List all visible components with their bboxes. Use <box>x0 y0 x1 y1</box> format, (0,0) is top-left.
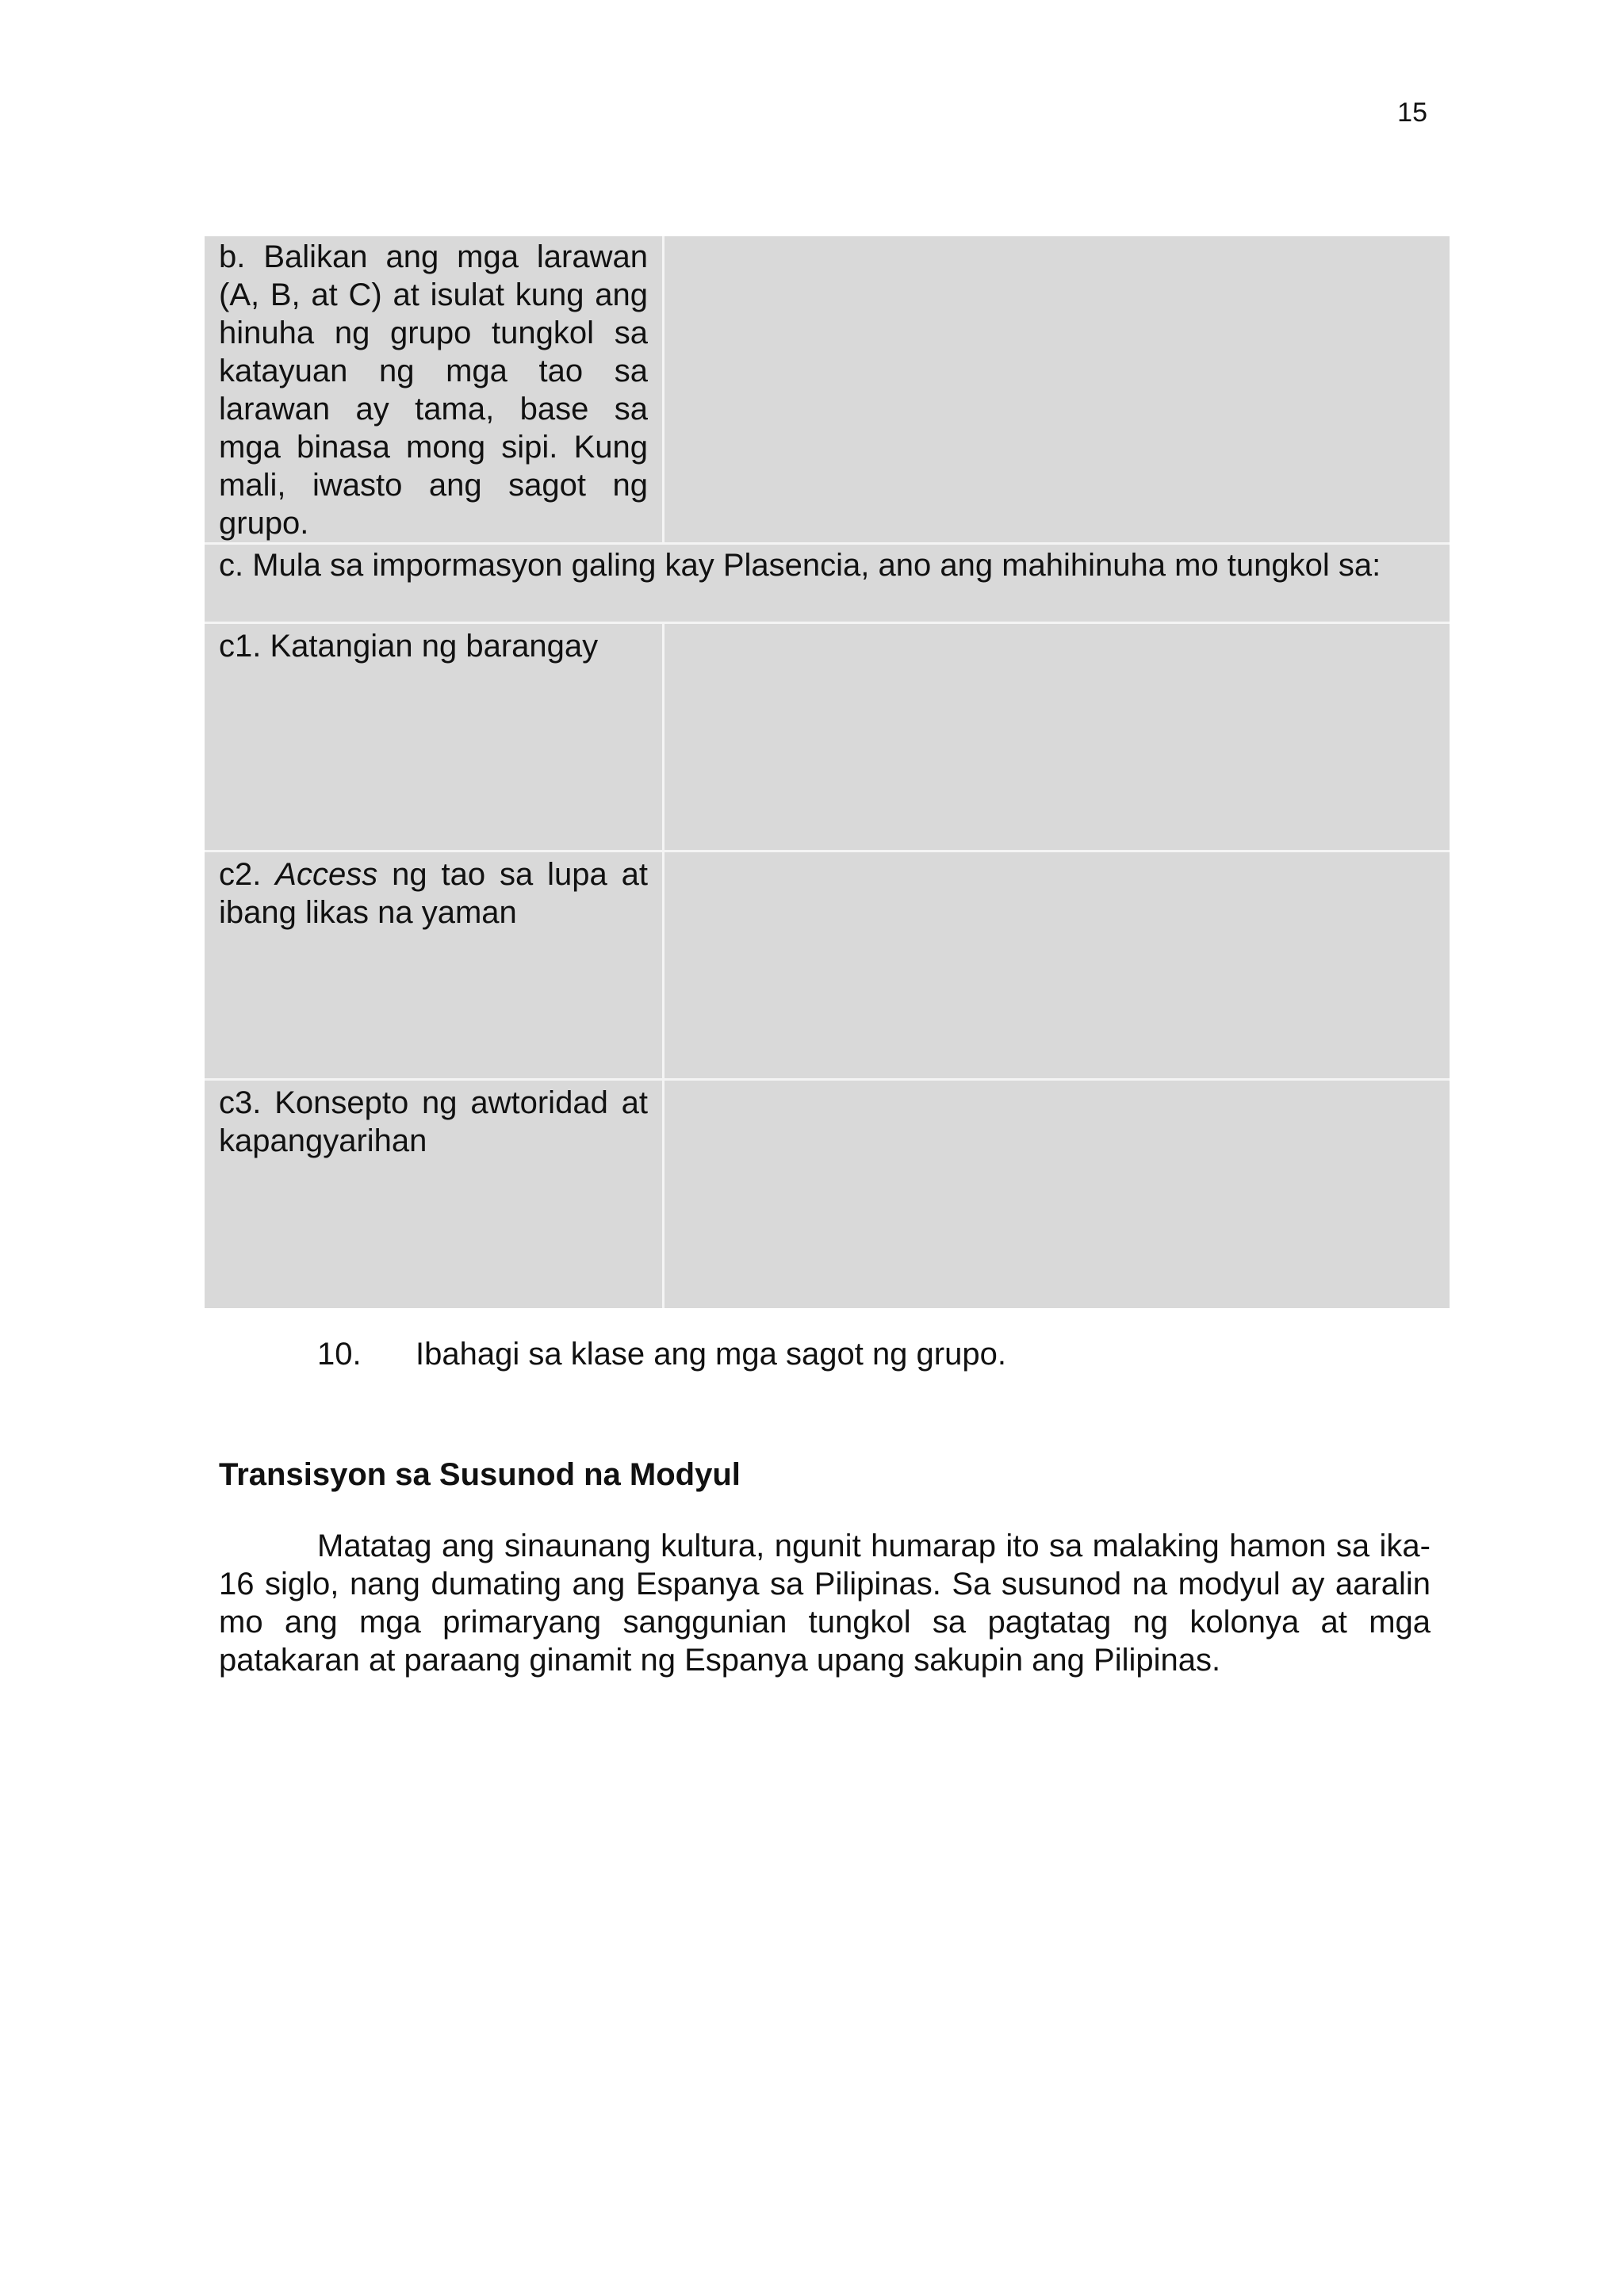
answer-cell-c3[interactable] <box>665 1081 1450 1308</box>
page-number: 15 <box>1397 98 1427 128</box>
prompt-c2-suffix: ng tao sa lupa at ibang likas na yaman <box>219 857 648 930</box>
table-row <box>205 545 1450 624</box>
step-text: Ibahagi sa klase ang mga sagot ng grupo. <box>416 1337 1006 1372</box>
worksheet-table <box>205 236 1450 1308</box>
table-row <box>205 624 1450 852</box>
prompt-b: b. Balikan ang mga larawan (A, B, at C) at isulat kung ang hinuha ng grupo tungkol sa katayuan ng mga tao sa larawan ay tama, base sa mga binasa mong sipi. Kung mali, iwasto ang sagot ng grupo. <box>205 236 665 545</box>
section-heading: Transisyon sa Susunod na Modyul <box>219 1457 741 1492</box>
table-row <box>205 852 1450 1081</box>
prompt-c2-prefix: c2. <box>219 857 276 892</box>
prompt-c1: c1. Katangian ng barangay <box>205 624 665 852</box>
prompt-c2-italic: Access <box>275 857 378 892</box>
transition-paragraph: Matatag ang sinaunang kultura, ngunit humarap ito sa malaking hamon sa ika-16 siglo, nang dumating ang Espanya sa Pilipinas. Sa susunod na modyul ay aaralin mo ang mga primaryang sanggunian tungkol sa pagtatag ng kolonya at mga patakaran at paraang ginamit ng Espanya upang sakupin ang Pilipinas. <box>219 1529 1431 1678</box>
table-row <box>205 236 1450 545</box>
prompt-c3: c3. Konsepto ng awtoridad at kapangyarihan <box>205 1081 665 1308</box>
table-row <box>205 1081 1450 1308</box>
prompt-c: c. Mula sa impormasyon galing kay Plasencia, ano ang mahihinuha mo tungkol sa: <box>205 545 1450 624</box>
step-number: 10. <box>317 1337 362 1372</box>
step-10 <box>317 1335 1006 1373</box>
answer-cell-c2[interactable] <box>665 852 1450 1081</box>
answer-cell-b[interactable] <box>665 236 1450 545</box>
prompt-c2 <box>205 852 665 1081</box>
answer-cell-c1[interactable] <box>665 624 1450 852</box>
